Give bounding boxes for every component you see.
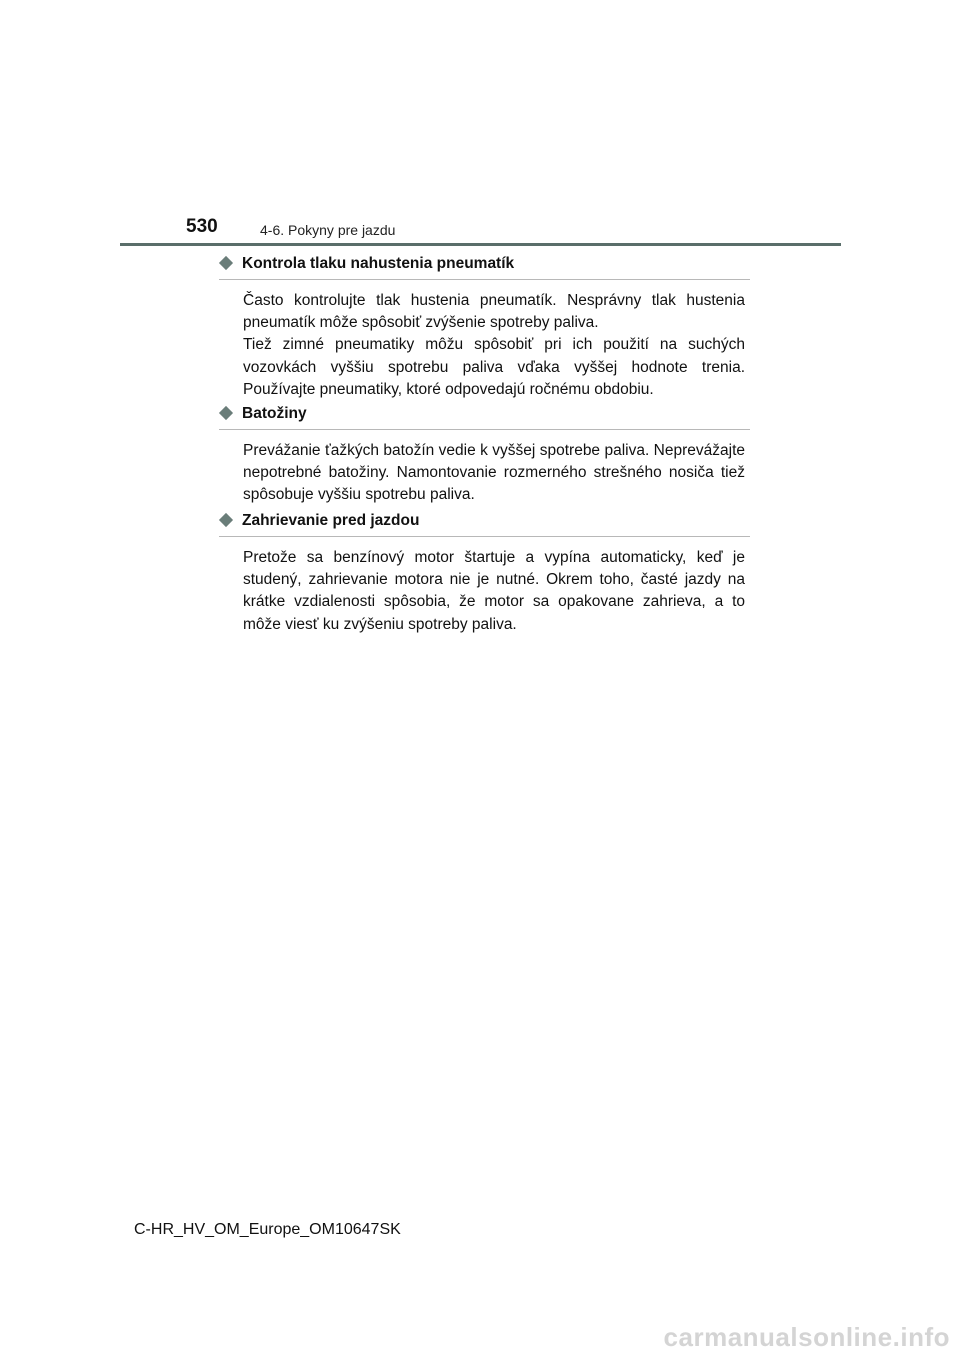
section-body	[243, 440, 745, 507]
section-body	[243, 547, 745, 636]
paragraph: Prevážanie ťažkých batožín vedie k vyššej spotrebe paliva. Neprevážajte nepotrebné batožiny. Namontovanie rozmerného strešného nosiča tiež spôsobuje vyššiu spotrebu paliva.	[243, 442, 745, 504]
watermark: carmanualsonline.info	[663, 1322, 950, 1352]
section-body	[243, 290, 745, 401]
paragraph: Pretože sa benzínový motor štartuje a vypína automaticky, keď je studený, zahrievanie motora nie je nutné. Okrem toho, časté jazdy na krátke vzdialenosti spôsobia, že motor sa opakovane zahrieva, a to môže viesť ku zvýšeniu spotreby paliva.	[243, 549, 745, 633]
header-rule	[120, 243, 841, 246]
page-number: 530	[186, 216, 218, 237]
paragraph: Často kontrolujte tlak hustenia pneumatík. Nesprávny tlak hustenia pneumatík môže spôsobiť zvýšenie spotreby paliva.	[243, 292, 745, 332]
section-heading-text: Zahrievanie pred jazdou	[242, 512, 420, 529]
section-heading-text: Batožiny	[242, 405, 307, 422]
paragraph: Tiež zimné pneumatiky môžu spôsobiť pri ich použití na suchých vozovkách vyššiu spotrebu paliva vďaka vyššej hodnote trenia. Používajte pneumatiky, ktoré odpovedajú ročnému obdobiu.	[243, 336, 745, 398]
diamond-icon	[219, 513, 233, 527]
section-heading-text: Kontrola tlaku nahustenia pneumatík	[242, 255, 515, 272]
section-tire-pressure	[219, 255, 750, 401]
diamond-icon	[219, 406, 233, 420]
diamond-icon	[219, 256, 233, 270]
document-code: C-HR_HV_OM_Europe_OM10647SK	[134, 1221, 401, 1238]
chapter-title: 4-6. Pokyny pre jazdu	[260, 222, 396, 238]
section-heading	[219, 405, 750, 430]
section-luggage	[219, 405, 750, 507]
section-heading	[219, 512, 750, 537]
section-heading	[219, 255, 750, 280]
section-warm-up	[219, 512, 750, 636]
